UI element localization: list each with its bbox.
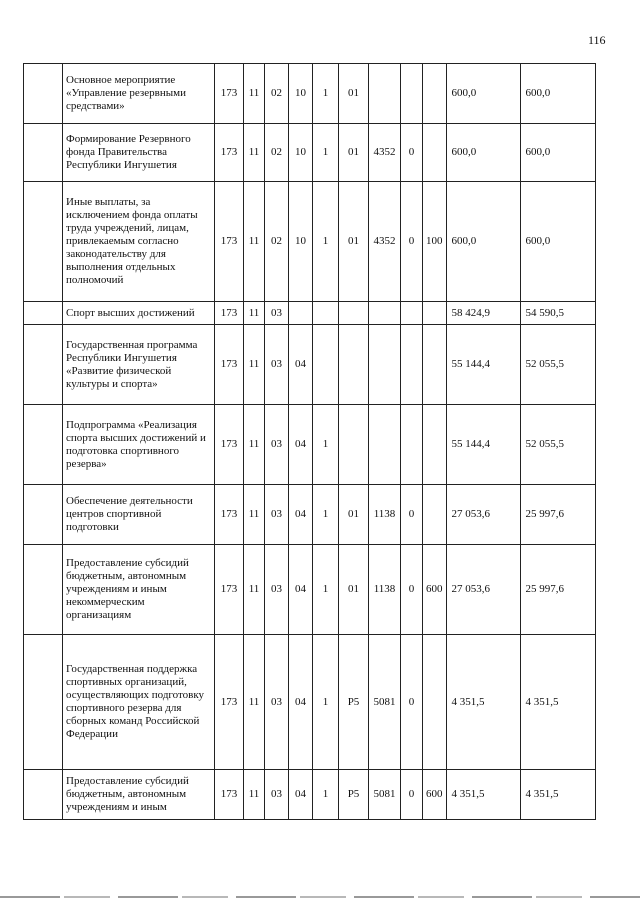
amount-cell-v1: 27 053,6 (446, 485, 520, 545)
row-lead-cell (24, 302, 63, 325)
budget-table (23, 63, 596, 820)
code-cell-c3: 03 (265, 635, 289, 770)
code-cell-c1: 173 (215, 124, 244, 182)
code-cell-c8 (401, 64, 423, 124)
code-cell-c9: 100 (423, 182, 447, 302)
code-cell-c5: 1 (313, 770, 339, 820)
code-cell-c2: 11 (244, 770, 265, 820)
code-cell-c8: 0 (401, 770, 423, 820)
amount-cell-v2: 25 997,6 (520, 485, 595, 545)
code-cell-c1: 173 (215, 545, 244, 635)
table-row (24, 405, 596, 485)
row-lead-cell (24, 485, 63, 545)
code-cell-c2: 11 (244, 545, 265, 635)
table-row (24, 302, 596, 325)
code-cell-c5 (313, 302, 339, 325)
amount-cell-v2: 4 351,5 (520, 770, 595, 820)
code-cell-c9: 600 (423, 770, 447, 820)
code-cell-c9: 600 (423, 545, 447, 635)
amount-cell-v2: 600,0 (520, 64, 595, 124)
code-cell-c5: 1 (313, 124, 339, 182)
code-cell-c8 (401, 405, 423, 485)
code-cell-c2: 11 (244, 325, 265, 405)
code-cell-c2: 11 (244, 64, 265, 124)
code-cell-c6 (339, 405, 369, 485)
code-cell-c6: P5 (339, 635, 369, 770)
code-cell-c9 (423, 405, 447, 485)
code-cell-c1: 173 (215, 485, 244, 545)
amount-cell-v2: 52 055,5 (520, 325, 595, 405)
code-cell-c8: 0 (401, 182, 423, 302)
code-cell-c9 (423, 64, 447, 124)
amount-cell-v1: 4 351,5 (446, 770, 520, 820)
code-cell-c6 (339, 302, 369, 325)
code-cell-c4 (289, 302, 313, 325)
code-cell-c6: 01 (339, 182, 369, 302)
code-cell-c7: 5081 (369, 770, 401, 820)
row-name: Обеспечение деятельности центров спортивной подготовки (63, 485, 215, 545)
code-cell-c6 (339, 325, 369, 405)
code-cell-c4: 10 (289, 182, 313, 302)
code-cell-c4: 04 (289, 770, 313, 820)
table-row (24, 635, 596, 770)
code-cell-c8: 0 (401, 485, 423, 545)
amount-cell-v2: 600,0 (520, 124, 595, 182)
code-cell-c8 (401, 325, 423, 405)
code-cell-c3: 03 (265, 545, 289, 635)
row-lead-cell (24, 64, 63, 124)
code-cell-c4: 04 (289, 635, 313, 770)
code-cell-c4: 10 (289, 124, 313, 182)
amount-cell-v1: 600,0 (446, 182, 520, 302)
code-cell-c1: 173 (215, 64, 244, 124)
row-lead-cell (24, 635, 63, 770)
row-lead-cell (24, 405, 63, 485)
code-cell-c4: 04 (289, 485, 313, 545)
table-row (24, 545, 596, 635)
code-cell-c6: 01 (339, 545, 369, 635)
code-cell-c7: 1138 (369, 545, 401, 635)
code-cell-c9 (423, 124, 447, 182)
code-cell-c7 (369, 64, 401, 124)
code-cell-c7 (369, 405, 401, 485)
code-cell-c9 (423, 485, 447, 545)
page-number: 116 (588, 33, 606, 47)
table-row (24, 485, 596, 545)
row-name: Государственная поддержка спортивных организаций, осуществляющих подготовку спортивного резерва для сборных команд Российской Федерации (63, 635, 215, 770)
code-cell-c5: 1 (313, 635, 339, 770)
code-cell-c2: 11 (244, 302, 265, 325)
code-cell-c8: 0 (401, 124, 423, 182)
row-lead-cell (24, 182, 63, 302)
code-cell-c6: 01 (339, 485, 369, 545)
code-cell-c9 (423, 635, 447, 770)
code-cell-c3: 02 (265, 124, 289, 182)
code-cell-c4: 04 (289, 325, 313, 405)
code-cell-c1: 173 (215, 770, 244, 820)
code-cell-c4: 04 (289, 405, 313, 485)
code-cell-c6: 01 (339, 64, 369, 124)
code-cell-c5: 1 (313, 405, 339, 485)
code-cell-c3: 03 (265, 302, 289, 325)
code-cell-c8: 0 (401, 635, 423, 770)
amount-cell-v2: 600,0 (520, 182, 595, 302)
row-lead-cell (24, 545, 63, 635)
code-cell-c5: 1 (313, 545, 339, 635)
amount-cell-v2: 54 590,5 (520, 302, 595, 325)
amount-cell-v1: 58 424,9 (446, 302, 520, 325)
code-cell-c2: 11 (244, 124, 265, 182)
code-cell-c3: 03 (265, 405, 289, 485)
amount-cell-v1: 55 144,4 (446, 325, 520, 405)
table-row (24, 770, 596, 820)
code-cell-c4: 04 (289, 545, 313, 635)
code-cell-c1: 173 (215, 182, 244, 302)
code-cell-c8: 0 (401, 545, 423, 635)
row-name: Формирование Резервного фонда Правительства Республики Ингушетия (63, 124, 215, 182)
code-cell-c2: 11 (244, 635, 265, 770)
code-cell-c2: 11 (244, 405, 265, 485)
table-row (24, 182, 596, 302)
code-cell-c7 (369, 302, 401, 325)
amount-cell-v1: 27 053,6 (446, 545, 520, 635)
code-cell-c2: 11 (244, 182, 265, 302)
amount-cell-v1: 600,0 (446, 64, 520, 124)
amount-cell-v2: 4 351,5 (520, 635, 595, 770)
row-lead-cell (24, 124, 63, 182)
code-cell-c7: 4352 (369, 124, 401, 182)
code-cell-c1: 173 (215, 405, 244, 485)
row-name: Иные выплаты, за исключением фонда оплаты труда учреждений, лицам, привлекаемым согласно законодательству для выполнения отдельных полномочий (63, 182, 215, 302)
code-cell-c4: 10 (289, 64, 313, 124)
code-cell-c7: 4352 (369, 182, 401, 302)
code-cell-c9 (423, 302, 447, 325)
table-row (24, 325, 596, 405)
code-cell-c3: 03 (265, 325, 289, 405)
table-row (24, 64, 596, 124)
row-name: Государственная программа Республики Ингушетия «Развитие физической культуры и спорта» (63, 325, 215, 405)
code-cell-c9 (423, 325, 447, 405)
code-cell-c8 (401, 302, 423, 325)
code-cell-c3: 03 (265, 485, 289, 545)
code-cell-c5: 1 (313, 182, 339, 302)
code-cell-c5 (313, 325, 339, 405)
row-name: Подпрограмма «Реализация спорта высших достижений и подготовка спортивного резерва» (63, 405, 215, 485)
code-cell-c2: 11 (244, 485, 265, 545)
scan-bottom-edge (0, 896, 640, 898)
code-cell-c5: 1 (313, 485, 339, 545)
code-cell-c1: 173 (215, 325, 244, 405)
table-row (24, 124, 596, 182)
code-cell-c1: 173 (215, 635, 244, 770)
row-name: Предоставление субсидий бюджетным, автономным учреждениям и иным (63, 770, 215, 820)
row-name: Основное мероприятие «Управление резервными средствами» (63, 64, 215, 124)
amount-cell-v1: 4 351,5 (446, 635, 520, 770)
row-name: Предоставление субсидий бюджетным, автономным учреждениям и иным некоммерческим организациям (63, 545, 215, 635)
amount-cell-v1: 600,0 (446, 124, 520, 182)
code-cell-c7 (369, 325, 401, 405)
amount-cell-v2: 25 997,6 (520, 545, 595, 635)
code-cell-c3: 02 (265, 64, 289, 124)
code-cell-c5: 1 (313, 64, 339, 124)
code-cell-c6: P5 (339, 770, 369, 820)
code-cell-c3: 03 (265, 770, 289, 820)
code-cell-c7: 1138 (369, 485, 401, 545)
code-cell-c3: 02 (265, 182, 289, 302)
amount-cell-v1: 55 144,4 (446, 405, 520, 485)
code-cell-c7: 5081 (369, 635, 401, 770)
amount-cell-v2: 52 055,5 (520, 405, 595, 485)
code-cell-c6: 01 (339, 124, 369, 182)
row-name: Спорт высших достижений (63, 302, 215, 325)
code-cell-c1: 173 (215, 302, 244, 325)
row-lead-cell (24, 770, 63, 820)
row-lead-cell (24, 325, 63, 405)
